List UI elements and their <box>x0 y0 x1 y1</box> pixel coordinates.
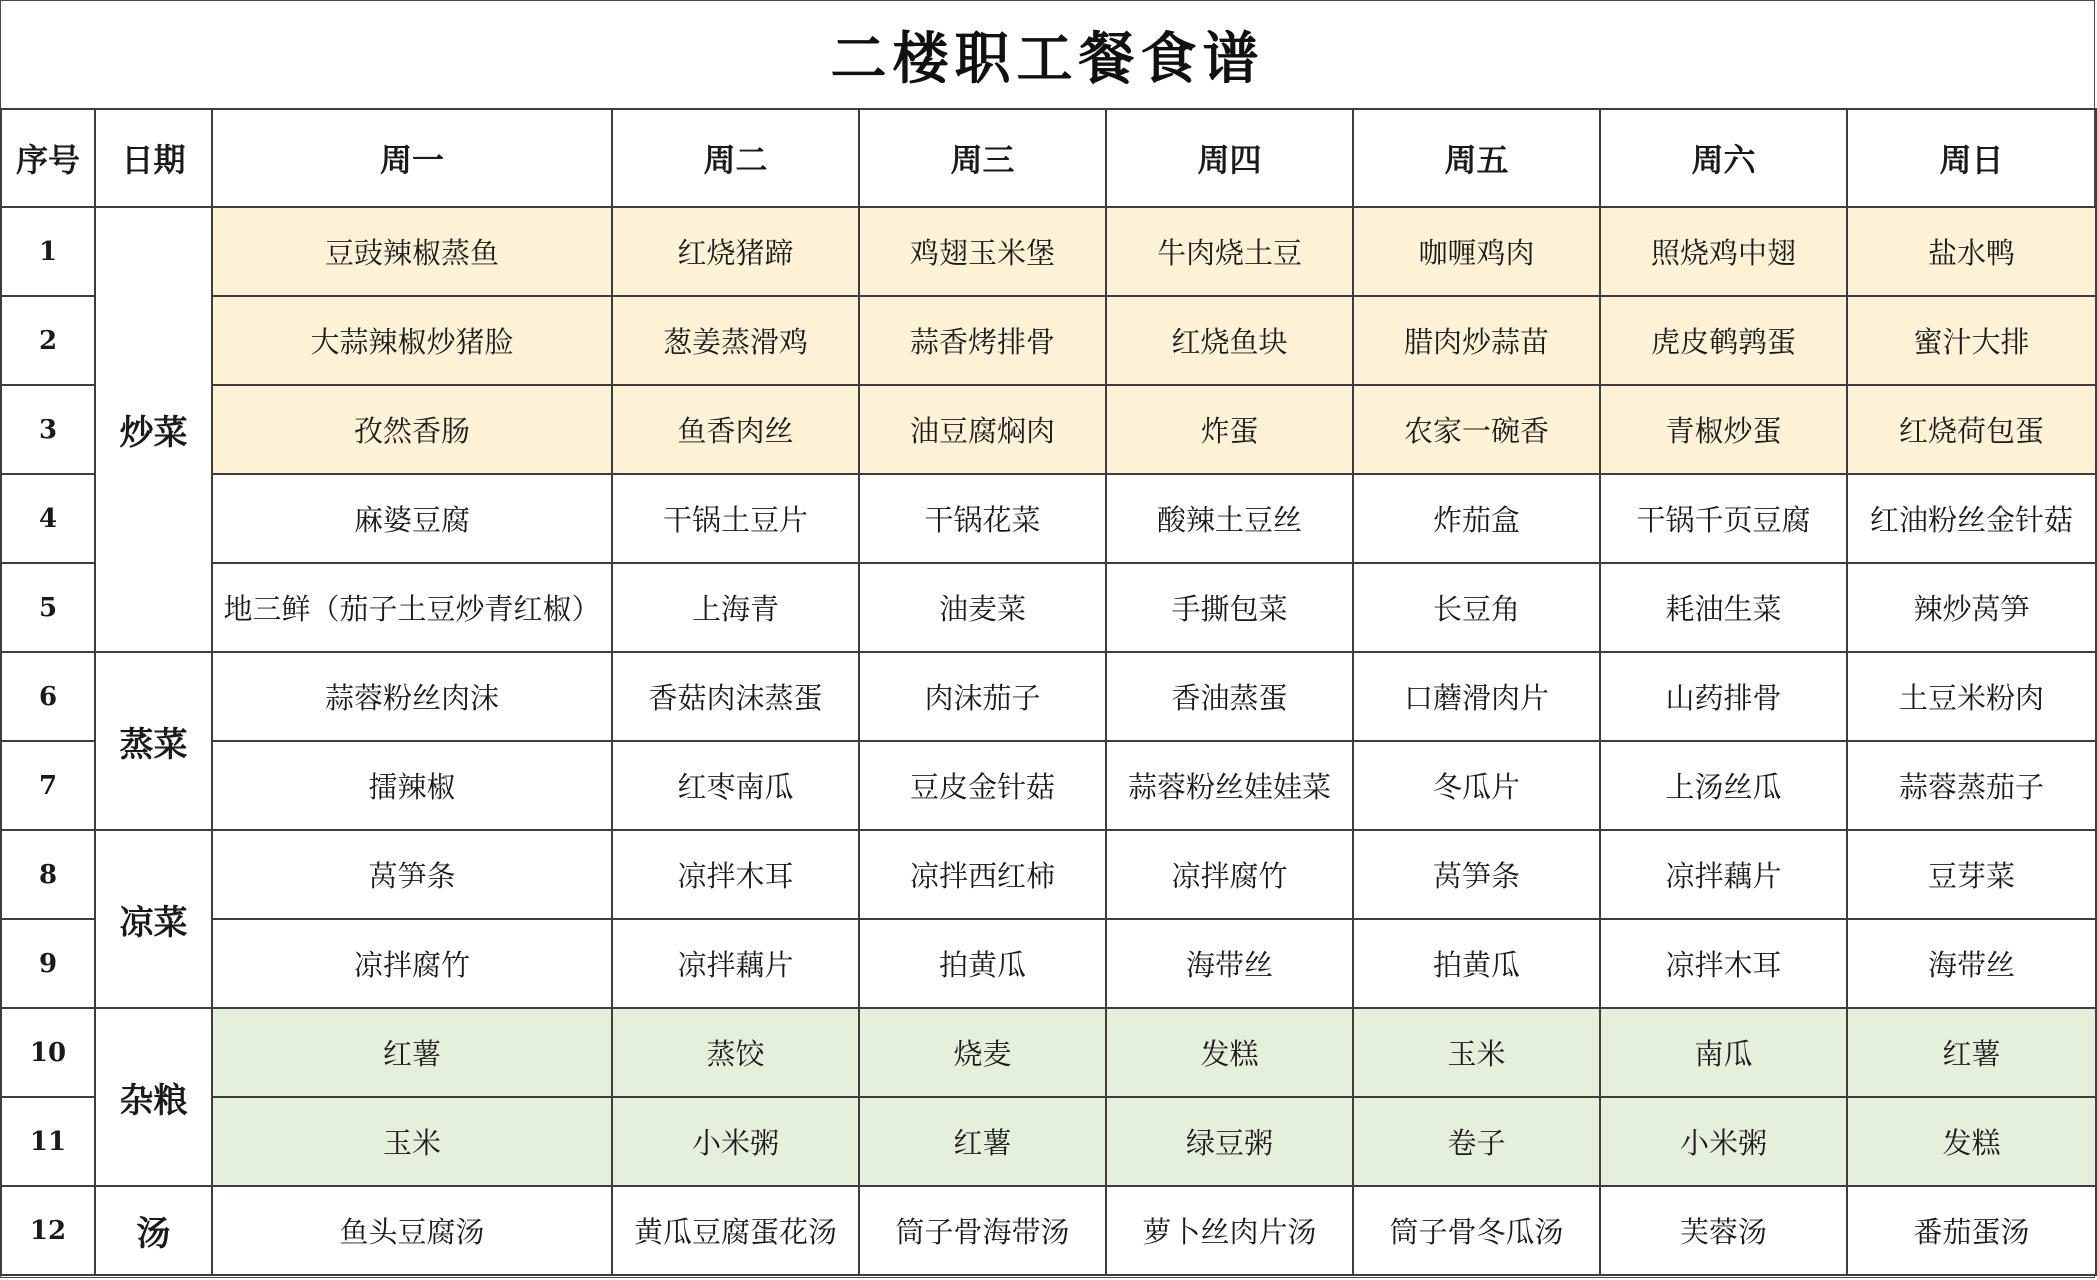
table-row <box>1 474 2096 563</box>
dish-cell: 耗油生菜 <box>1600 563 1847 652</box>
row-number: 2 <box>1 296 95 385</box>
dish-cell: 发糕 <box>1106 1008 1353 1097</box>
table-row <box>1 919 2096 1008</box>
dish-cell: 筒子骨海带汤 <box>859 1186 1106 1275</box>
row-number: 5 <box>1 563 95 652</box>
dish-cell: 红烧鱼块 <box>1106 296 1353 385</box>
dish-cell: 凉拌腐竹 <box>212 919 612 1008</box>
header-thursday: 周四 <box>1106 109 1353 207</box>
table-row <box>1 1186 2096 1275</box>
dish-cell: 红烧猪蹄 <box>612 207 859 296</box>
header-tuesday: 周二 <box>612 109 859 207</box>
dish-cell: 大蒜辣椒炒猪脸 <box>212 296 612 385</box>
dish-cell: 凉拌腐竹 <box>1106 830 1353 919</box>
table-row <box>1 652 2096 741</box>
table-row <box>1 741 2096 830</box>
dish-cell: 萝卜丝肉片汤 <box>1106 1186 1353 1275</box>
dish-cell: 莴笋条 <box>1353 830 1600 919</box>
dish-cell: 手撕包菜 <box>1106 563 1353 652</box>
dish-cell: 香油蒸蛋 <box>1106 652 1353 741</box>
header-wednesday: 周三 <box>859 109 1106 207</box>
dish-cell: 豆豉辣椒蒸鱼 <box>212 207 612 296</box>
dish-cell: 鱼头豆腐汤 <box>212 1186 612 1275</box>
dish-cell: 蒜蓉蒸茄子 <box>1847 741 2096 830</box>
dish-cell: 土豆米粉肉 <box>1847 652 2096 741</box>
dish-cell: 筒子骨冬瓜汤 <box>1353 1186 1600 1275</box>
dish-cell: 番茄蛋汤 <box>1847 1186 2096 1275</box>
table-row <box>1 830 2096 919</box>
row-number: 4 <box>1 474 95 563</box>
row-number: 6 <box>1 652 95 741</box>
dish-cell: 口蘑滑肉片 <box>1353 652 1600 741</box>
row-number: 10 <box>1 1008 95 1097</box>
dish-cell: 上汤丝瓜 <box>1600 741 1847 830</box>
dish-cell: 肉沫茄子 <box>859 652 1106 741</box>
dish-cell: 炸茄盒 <box>1353 474 1600 563</box>
header-friday: 周五 <box>1353 109 1600 207</box>
dish-cell: 鸡翅玉米堡 <box>859 207 1106 296</box>
dish-cell: 盐水鸭 <box>1847 207 2096 296</box>
row-number: 3 <box>1 385 95 474</box>
dish-cell: 拍黄瓜 <box>1353 919 1600 1008</box>
dish-cell: 玉米 <box>212 1097 612 1186</box>
category-cold: 凉菜 <box>95 830 212 1008</box>
header-date: 日期 <box>95 109 212 207</box>
dish-cell: 卷子 <box>1353 1097 1600 1186</box>
table-row <box>1 385 2096 474</box>
dish-cell: 拍黄瓜 <box>859 919 1106 1008</box>
dish-cell: 蜜汁大排 <box>1847 296 2096 385</box>
dish-cell: 虎皮鹌鹑蛋 <box>1600 296 1847 385</box>
page-title: 二楼职工餐食谱 <box>1 1 2094 109</box>
dish-cell: 麻婆豆腐 <box>212 474 612 563</box>
dish-cell: 玉米 <box>1353 1008 1600 1097</box>
dish-cell: 红薯 <box>859 1097 1106 1186</box>
dish-cell: 红薯 <box>212 1008 612 1097</box>
menu-table <box>0 108 2097 1276</box>
dish-cell: 海带丝 <box>1106 919 1353 1008</box>
dish-cell: 油豆腐焖肉 <box>859 385 1106 474</box>
dish-cell: 红烧荷包蛋 <box>1847 385 2096 474</box>
dish-cell: 孜然香肠 <box>212 385 612 474</box>
dish-cell: 蒜蓉粉丝娃娃菜 <box>1106 741 1353 830</box>
dish-cell: 照烧鸡中翅 <box>1600 207 1847 296</box>
header-sunday: 周日 <box>1847 109 2096 207</box>
dish-cell: 酸辣土豆丝 <box>1106 474 1353 563</box>
category-stir-fry: 炒菜 <box>95 207 212 652</box>
dish-cell: 红薯 <box>1847 1008 2096 1097</box>
dish-cell: 烧麦 <box>859 1008 1106 1097</box>
dish-cell: 凉拌藕片 <box>1600 830 1847 919</box>
category-grains: 杂粮 <box>95 1008 212 1186</box>
dish-cell: 发糕 <box>1847 1097 2096 1186</box>
dish-cell: 炸蛋 <box>1106 385 1353 474</box>
dish-cell: 干锅花菜 <box>859 474 1106 563</box>
dish-cell: 咖喱鸡肉 <box>1353 207 1600 296</box>
row-number: 7 <box>1 741 95 830</box>
dish-cell: 绿豆粥 <box>1106 1097 1353 1186</box>
header-monday: 周一 <box>212 109 612 207</box>
dish-cell: 长豆角 <box>1353 563 1600 652</box>
dish-cell: 鱼香肉丝 <box>612 385 859 474</box>
category-steamed: 蒸菜 <box>95 652 212 830</box>
dish-cell: 山药排骨 <box>1600 652 1847 741</box>
row-number: 9 <box>1 919 95 1008</box>
dish-cell: 油麦菜 <box>859 563 1106 652</box>
row-number: 1 <box>1 207 95 296</box>
dish-cell: 凉拌木耳 <box>1600 919 1847 1008</box>
dish-cell: 凉拌西红柿 <box>859 830 1106 919</box>
header-saturday: 周六 <box>1600 109 1847 207</box>
table-row <box>1 207 2096 296</box>
dish-cell: 小米粥 <box>612 1097 859 1186</box>
dish-cell: 青椒炒蛋 <box>1600 385 1847 474</box>
dish-cell: 香菇肉沫蒸蛋 <box>612 652 859 741</box>
dish-cell: 芙蓉汤 <box>1600 1186 1847 1275</box>
dish-cell: 蒜香烤排骨 <box>859 296 1106 385</box>
dish-cell: 小米粥 <box>1600 1097 1847 1186</box>
dish-cell: 腊肉炒蒜苗 <box>1353 296 1600 385</box>
dish-cell: 蒜蓉粉丝肉沫 <box>212 652 612 741</box>
dish-cell: 农家一碗香 <box>1353 385 1600 474</box>
dish-cell: 红油粉丝金针菇 <box>1847 474 2096 563</box>
dish-cell: 红枣南瓜 <box>612 741 859 830</box>
header-index: 序号 <box>1 109 95 207</box>
row-number: 11 <box>1 1097 95 1186</box>
dish-cell: 干锅千页豆腐 <box>1600 474 1847 563</box>
dish-cell: 莴笋条 <box>212 830 612 919</box>
dish-cell: 蒸饺 <box>612 1008 859 1097</box>
table-row <box>1 563 2096 652</box>
table-row <box>1 1008 2096 1097</box>
dish-cell: 干锅土豆片 <box>612 474 859 563</box>
dish-cell: 辣炒莴笋 <box>1847 563 2096 652</box>
dish-cell: 凉拌藕片 <box>612 919 859 1008</box>
row-number: 8 <box>1 830 95 919</box>
category-soup: 汤 <box>95 1186 212 1275</box>
table-row <box>1 296 2096 385</box>
dish-cell: 牛肉烧土豆 <box>1106 207 1353 296</box>
table-row <box>1 1097 2096 1186</box>
dish-cell: 凉拌木耳 <box>612 830 859 919</box>
dish-cell: 南瓜 <box>1600 1008 1847 1097</box>
dish-cell: 擂辣椒 <box>212 741 612 830</box>
dish-cell: 豆皮金针菇 <box>859 741 1106 830</box>
dish-cell: 海带丝 <box>1847 919 2096 1008</box>
dish-cell: 冬瓜片 <box>1353 741 1600 830</box>
dish-cell: 上海青 <box>612 563 859 652</box>
dish-cell: 黄瓜豆腐蛋花汤 <box>612 1186 859 1275</box>
dish-cell: 地三鲜（茄子土豆炒青红椒） <box>212 563 612 652</box>
dish-cell: 葱姜蒸滑鸡 <box>612 296 859 385</box>
dish-cell: 豆芽菜 <box>1847 830 2096 919</box>
row-number: 12 <box>1 1186 95 1275</box>
header-row <box>1 109 2096 207</box>
